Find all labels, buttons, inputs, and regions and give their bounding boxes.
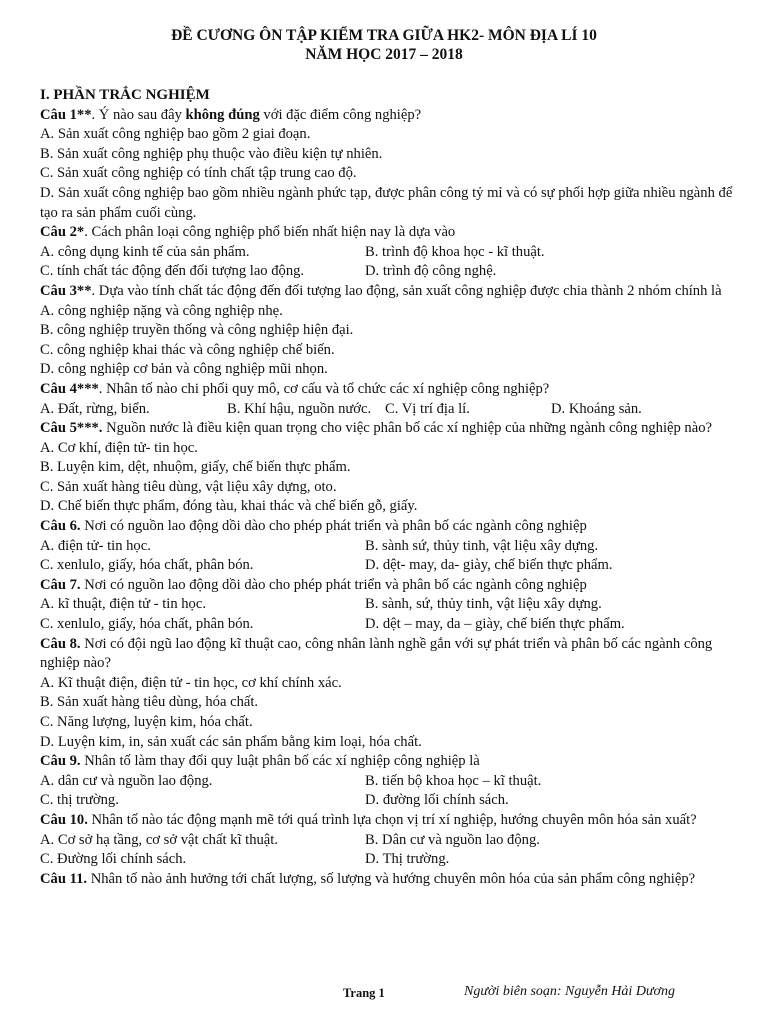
option-c: C. Năng lượng, luyện kim, hóa chất.	[40, 714, 253, 730]
question-number: Câu 10.	[40, 811, 88, 828]
option-c: C. thị trường.	[40, 792, 119, 809]
question-number: Câu 8.	[40, 635, 81, 652]
option-b: B. Sản xuất hàng tiêu dùng, hóa chất.	[40, 694, 259, 711]
question-text: Nơi có nguồn lao động dồi dào cho phép phát triển và phân bố các ngành công nghiệp	[80, 576, 587, 593]
question-text: . Nhân tố nào chi phối quy mô, cơ cấu và tổ chức các xí nghiệp công nghiệp?	[98, 380, 550, 397]
option-d: D. dệt – may, da – giày, chế biến thực phẩm.	[365, 616, 625, 633]
question-text: Nhân tố nào ảnh hưởng tới chất lượng, số lượng và hướng chuyên môn hóa của sản phẩm công nghiệp?	[87, 870, 696, 887]
option-a: A. Kĩ thuật điện, điện tử - tin học, cơ khí chính xác.	[40, 674, 342, 691]
options-row	[40, 615, 745, 635]
question-5-stem	[40, 419, 745, 439]
option-d: D. Sản xuất công nghiệp bao gồm nhiều ngành phức tạp, được phân công tỷ mỉ và có sự phối hợp giữa nhiều ngành để tạo ra sản phẩm cuối cùng.	[40, 184, 733, 221]
question-text: . Ý nào sau đây	[91, 106, 186, 123]
option-b: B. tiến bộ khoa học – kĩ thuật.	[365, 772, 542, 789]
option-c: C. xenlulo, giấy, hóa chất, phân bón.	[40, 616, 254, 633]
option-b: B. trình độ khoa học - kĩ thuật.	[365, 243, 545, 260]
question-3-stem	[40, 282, 745, 302]
question-6-stem	[40, 517, 745, 537]
question-2-stem	[40, 223, 745, 243]
options-row	[40, 850, 745, 870]
option-a: A. kĩ thuật, điện tử - tin học.	[40, 596, 206, 613]
question-text: . Cách phân loại công nghiệp phổ biến nhất hiện nay là dựa vào	[84, 224, 456, 241]
school-year: NĂM HỌC 2017 – 2018	[305, 46, 463, 63]
option-d: D. Khoáng sản.	[551, 400, 642, 417]
option-a: A. công dụng kinh tế của sản phẩm.	[40, 243, 250, 260]
question-text: Nơi có đội ngũ lao động kĩ thuật cao, công nhân lành nghề gắn với sự phát triển và phân bố các ngành công nghiệp nào?	[40, 635, 713, 672]
question-text: Nhân tố làm thay đổi quy luật phân bố các xí nghiệp công nghiệp là	[80, 753, 480, 770]
question-number: Câu 1**	[40, 106, 92, 123]
options-row	[40, 400, 745, 420]
question-number: Câu 2*	[40, 224, 85, 241]
option-d: D. Chế biến thực phẩm, đóng tàu, khai thác và chế biến gỗ, giấy.	[40, 498, 418, 515]
question-7-stem	[40, 576, 745, 596]
question-10-stem	[40, 811, 745, 831]
question-1-stem	[40, 106, 745, 126]
option-a: A. Sản xuất công nghiệp bao gồm 2 giai đoạn.	[40, 126, 311, 143]
option-d: D. Thị trường.	[365, 851, 450, 868]
option-b: B. sành, sứ, thủy tinh, vật liệu xây dựng.	[365, 596, 602, 613]
question-text: Nơi có nguồn lao động dồi dào cho phép phát triển và phân bố các ngành công nghiệp	[80, 518, 587, 535]
author-credit: Người biên soạn: Nguyễn Hải Dương	[464, 984, 676, 999]
document-title: ĐỀ CƯƠNG ÔN TẬP KIỂM TRA GIỮA HK2- MÔN ĐỊA LÍ 10	[171, 27, 597, 44]
options-row	[40, 243, 745, 263]
option-a: A. Cơ khí, điện tử- tin học.	[40, 439, 198, 456]
question-text: Nhân tố nào tác động mạnh mẽ tới quá trình lựa chọn vị trí xí nghiệp, hướng chuyên môn hóa sản xuất?	[87, 811, 697, 828]
question-8-stem	[40, 635, 745, 674]
question-11-stem	[40, 870, 745, 890]
option-a: A. Đất, rừng, biển.	[40, 400, 150, 417]
option-c: C. Vị trí địa lí.	[385, 400, 470, 417]
document-header	[0, 26, 768, 64]
question-number: Câu 11.	[40, 870, 88, 887]
question-number: Câu 6.	[40, 518, 81, 535]
option-d: D. đường lối chính sách.	[365, 792, 509, 809]
option-c: C. công nghiệp khai thác và công nghiệp chế biến.	[40, 341, 335, 358]
option-c: C. Đường lối chính sách.	[40, 851, 187, 868]
question-number: Câu 9.	[40, 753, 81, 770]
page-number: Trang 1	[343, 986, 385, 1000]
options-row	[40, 772, 745, 792]
option-a: A. Cơ sở hạ tầng, cơ sở vật chất kĩ thuật.	[40, 831, 278, 848]
option-b: B. Dân cư và nguồn lao động.	[365, 831, 540, 848]
option-d: D. trình độ công nghệ.	[365, 263, 497, 280]
option-d: D. Luyện kim, in, sản xuất các sản phẩm bằng kim loại, hóa chất.	[40, 733, 422, 750]
option-a: A. dân cư và nguồn lao động.	[40, 772, 213, 789]
option-d: D. dệt- may, da- giày, chế biến thực phẩm.	[365, 557, 613, 574]
question-text: Nguồn nước là điều kiện quan trọng cho việc phân bố các xí nghiệp của những ngành công nghiệp nào?	[102, 420, 712, 437]
option-a: A. điện tử- tin học.	[40, 537, 151, 554]
section-heading: I. PHẦN TRẮC NGHIỆM	[40, 87, 210, 103]
option-b: B. công nghiệp truyền thống và công nghiệp hiện đại.	[40, 322, 354, 339]
question-number: Câu 5***.	[40, 420, 103, 437]
options-row	[40, 831, 745, 851]
document-body	[40, 86, 745, 889]
option-c: C. tính chất tác động đến đối tượng lao động.	[40, 263, 305, 280]
question-number: Câu 7.	[40, 576, 81, 593]
option-b: B. Sản xuất công nghiệp phụ thuộc vào điều kiện tự nhiên.	[40, 145, 383, 162]
options-row	[40, 595, 745, 615]
question-number: Câu 3**	[40, 282, 92, 299]
option-a: A. công nghiệp nặng và công nghiệp nhẹ.	[40, 302, 283, 319]
option-c: C. Sản xuất hàng tiêu dùng, vật liệu xây dựng, oto.	[40, 478, 337, 495]
options-row	[40, 556, 745, 576]
option-d: D. công nghiệp cơ bản và công nghiệp mũi nhọn.	[40, 361, 328, 378]
options-row	[40, 262, 745, 282]
option-b: B. Khí hậu, nguồn nước.	[227, 400, 372, 417]
question-4-stem	[40, 380, 745, 400]
question-text: với đặc điểm công nghiệp?	[259, 106, 422, 123]
option-c: C. Sản xuất công nghiệp có tính chất tập trung cao độ.	[40, 165, 357, 182]
question-number: Câu 4***	[40, 380, 99, 397]
option-c: C. xenlulo, giấy, hóa chất, phân bón.	[40, 557, 254, 574]
options-row	[40, 537, 745, 557]
question-9-stem	[40, 752, 745, 772]
emphasis-text: không đúng	[185, 106, 260, 123]
question-text: . Dựa vào tính chất tác động đến đối tượng lao động, sản xuất công nghiệp được chia thành 2 nhóm chính là	[91, 282, 722, 299]
options-row	[40, 791, 745, 811]
option-b: B. sành sứ, thủy tinh, vật liệu xây dựng.	[365, 537, 599, 554]
option-b: B. Luyện kim, dệt, nhuộm, giấy, chế biến thực phẩm.	[40, 459, 351, 476]
